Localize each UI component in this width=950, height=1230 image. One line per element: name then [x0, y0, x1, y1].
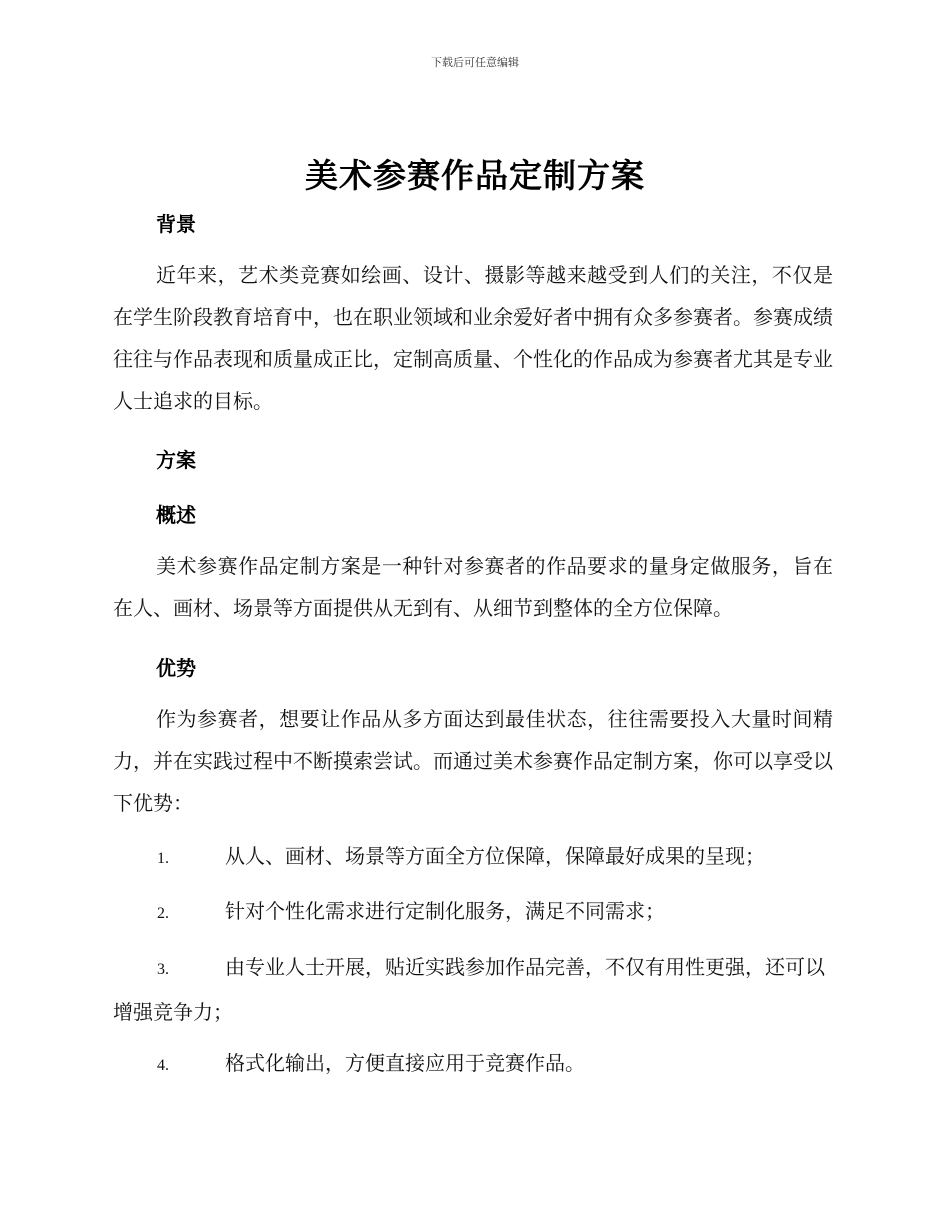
advantage-heading: 优势 — [156, 656, 196, 680]
list-item-number: 2. — [157, 905, 169, 922]
plan-heading: 方案 — [156, 448, 196, 472]
list-item-number: 1. — [157, 850, 169, 867]
advantage-paragraph: 作为参赛者，想要让作品从多方面达到最佳状态，往往需要投入大量时间精力，并在实践过程中不断摸索尝试。而通过美术参赛作品定制方案，你可以享受以下优势： — [113, 707, 833, 815]
list-item — [113, 835, 833, 880]
header-note: 下载后可任意编辑 — [431, 56, 519, 69]
overview-paragraph: 美术参赛作品定制方案是一种针对参赛者的作品要求的量身定做服务，旨在在人、画材、场景等方面提供从无到有、从细节到整体的全方位保障。 — [113, 554, 833, 620]
list-item — [113, 1042, 833, 1087]
list-item — [113, 946, 833, 1033]
list-item-number: 3. — [157, 961, 169, 978]
page-title: 美术参赛作品定制方案 — [305, 156, 645, 195]
list-item-text: 从人、画材、场景等方面全方位保障，保障最好成果的呈现； — [225, 844, 765, 868]
list-item-number: 4. — [157, 1057, 169, 1074]
list-item-text: 格式化输出，方便直接应用于竞赛作品。 — [225, 1051, 585, 1075]
background-heading: 背景 — [156, 212, 196, 236]
list-item — [113, 890, 833, 935]
list-item-text: 由专业人士开展，贴近实践参加作品完善，不仅有用性更强，还可以增强竞争力； — [113, 955, 825, 1024]
list-item-text: 针对个性化需求进行定制化服务，满足不同需求； — [225, 899, 665, 923]
background-paragraph: 近年来，艺术类竞赛如绘画、设计、摄影等越来越受到人们的关注，不仅是在学生阶段教育培育中，也在职业领域和业余爱好者中拥有众多参赛者。参赛成绩往往与作品表现和质量成正比，定制高质量、个性化的作品成为参赛者尤其是专业人士追求的目标。 — [113, 263, 833, 413]
overview-heading: 概述 — [156, 503, 196, 527]
